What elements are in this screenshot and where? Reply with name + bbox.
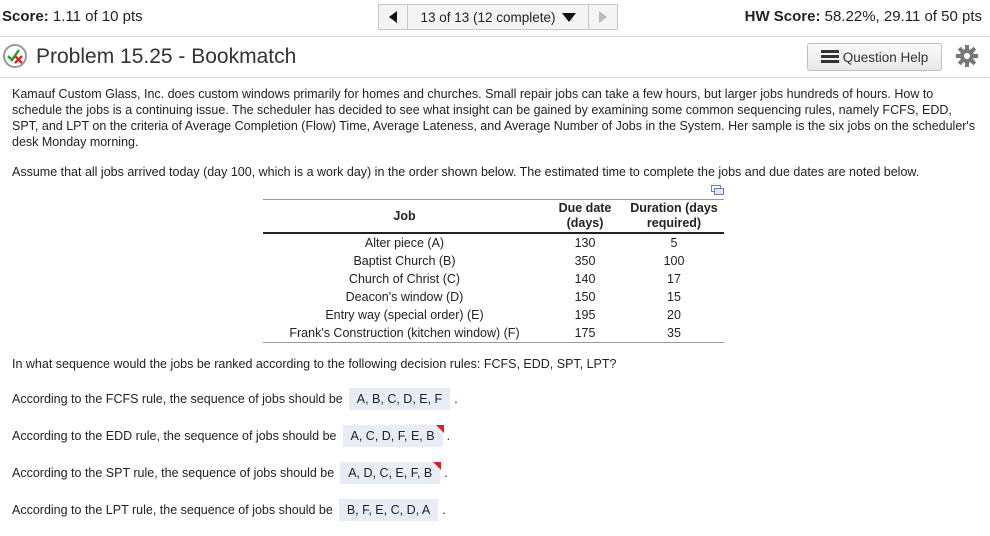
next-question-button[interactable]	[588, 4, 618, 30]
header-due-date: Due date (days)	[546, 200, 624, 234]
table-row	[263, 252, 724, 270]
partial-correct-icon	[3, 44, 27, 68]
answer-prompt: According to the FCFS rule, the sequence of jobs should be	[12, 392, 343, 406]
gear-icon[interactable]	[956, 45, 978, 67]
cell-duration: 20	[667, 308, 681, 322]
cell-job: Alter piece (A)	[364, 236, 445, 250]
cell-job: Frank's Construction (kitchen window) (F)	[263, 324, 546, 343]
question-select-label: 13 of 13 (12 complete)	[420, 9, 556, 25]
hw-score	[745, 8, 982, 25]
question-select[interactable]	[408, 4, 588, 30]
answer-fcfs	[12, 388, 458, 410]
cell-duration: 15	[667, 290, 681, 304]
chevron-down-icon	[562, 12, 576, 22]
score-value: 1.11 of 10 pts	[52, 8, 143, 25]
problem-title-bar	[0, 37, 990, 78]
cell-due: 140	[574, 272, 596, 286]
question-help-button[interactable]	[807, 43, 942, 71]
answer-period: .	[454, 392, 458, 406]
list-icon	[821, 50, 839, 64]
table-header-row	[263, 200, 724, 234]
problem-intro	[12, 86, 978, 150]
answer-prompt: According to the LPT rule, the sequence of jobs should be	[12, 503, 333, 517]
question-help-label: Question Help	[842, 49, 929, 65]
answer-box-lpt[interactable]	[339, 499, 438, 521]
cell-job: Entry way (special order) (E)	[325, 308, 484, 322]
answer-period: .	[442, 503, 446, 517]
header-job: Job	[263, 200, 546, 234]
question-text: In what sequence would the jobs be ranked according to the following decision rules: FCFS, EDD, SPT, LPT?	[12, 357, 617, 371]
triangle-right-icon	[598, 11, 608, 23]
answer-prompt: According to the EDD rule, the sequence of jobs should be	[12, 429, 337, 443]
score-label: Score:	[2, 8, 49, 25]
cell-job: Church of Christ (C)	[348, 272, 461, 286]
incorrect-flag-icon	[433, 462, 441, 470]
prev-question-button[interactable]	[378, 4, 408, 30]
question-navigator	[378, 4, 618, 30]
hw-score-label: HW Score:	[744, 8, 821, 25]
answer-period: .	[444, 466, 448, 480]
jobs-table	[263, 199, 724, 343]
table-row	[263, 306, 724, 324]
intro-text: Kamauf Custom Glass, Inc. does custom windows primarily for homes and churches. Small repair jobs can take a few hours, but larger jobs hundreds of hours. How to schedule the jobs is a continuing issue. The scheduler has decided to see what insight can be gained by examining some common sequencing rules, namely FCFS, EDD, SPT, and LPT on the criteria of Average Completion (Flow) Time, Average Lateness, and Average Number of Jobs in the System. Her sample is the six jobs on the scheduler's desk Monday morning.	[12, 87, 976, 149]
answer-spt	[12, 462, 448, 484]
answer-value: B, F, E, C, D, A	[346, 503, 431, 517]
answer-box-fcfs[interactable]	[349, 388, 450, 410]
cell-due: 130	[574, 236, 596, 250]
header-duration: Duration (days required)	[624, 200, 724, 234]
table-row	[263, 288, 724, 306]
triangle-left-icon	[388, 11, 398, 23]
incorrect-flag-icon	[436, 425, 444, 433]
answer-lpt	[12, 499, 446, 521]
cell-duration: 100	[663, 254, 685, 268]
cell-duration: 17	[667, 272, 681, 286]
cell-due: 195	[574, 308, 596, 322]
hw-score-value: 58.22%, 29.11 of 50 pts	[824, 8, 982, 25]
answer-period: .	[446, 429, 451, 443]
table-row	[263, 324, 724, 343]
answer-prompt: According to the SPT rule, the sequence of jobs should be	[12, 466, 335, 480]
cell-job: Deacon's window (D)	[345, 290, 464, 304]
table-row	[263, 233, 724, 252]
cell-duration: 5	[670, 236, 678, 250]
problem-title: Problem 15.25 - Bookmatch	[36, 45, 297, 68]
table-row	[263, 270, 724, 288]
cell-duration: 35	[624, 324, 724, 343]
cell-due: 350	[574, 254, 596, 268]
copy-icon[interactable]	[711, 185, 724, 195]
cell-due: 175	[546, 324, 624, 343]
answer-value: A, C, D, F, E, B	[350, 429, 435, 443]
top-bar	[0, 0, 990, 37]
score	[2, 8, 143, 25]
answer-box-spt[interactable]	[340, 462, 440, 484]
assume-text: Assume that all jobs arrived today (day 100, which is a work day) in the order shown below. The estimated time to complete the jobs and due dates are noted below.	[12, 165, 920, 179]
answer-value: A, B, C, D, E, F	[356, 392, 443, 406]
answer-value: A, D, C, E, F, B	[348, 466, 433, 480]
cell-due: 150	[574, 290, 596, 304]
answer-edd	[12, 425, 450, 447]
cell-job: Baptist Church (B)	[353, 254, 456, 268]
answer-box-edd[interactable]	[343, 425, 443, 447]
